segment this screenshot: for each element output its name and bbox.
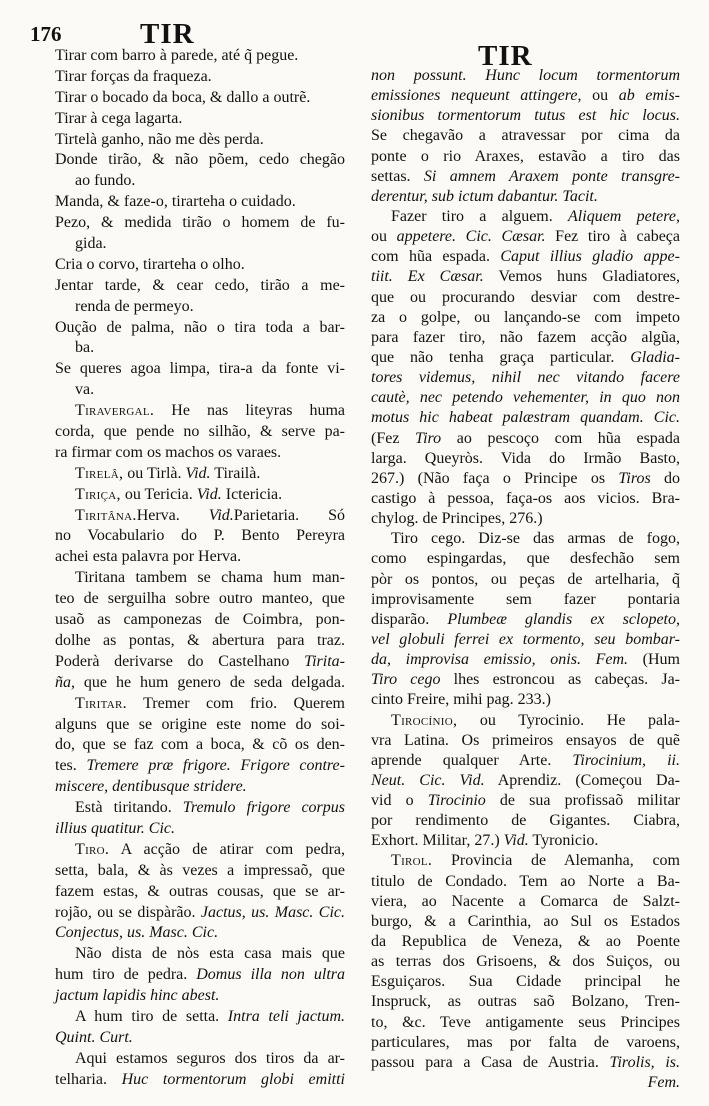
roman-text: Não dista de nòs esta casa mais que — [75, 945, 345, 963]
text-line — [55, 150, 345, 171]
latin-italic-text: Vid. — [503, 832, 529, 850]
text-line — [55, 756, 345, 777]
text-line — [371, 670, 680, 690]
text-line — [55, 422, 345, 443]
roman-text: aprende qualquer Arte. — [371, 751, 573, 769]
text-line — [55, 1049, 345, 1070]
roman-text: Vemos huns Gladiatores, — [483, 268, 680, 286]
text-line — [55, 276, 345, 297]
text-line — [371, 227, 680, 247]
latin-italic-text: Tiro — [415, 429, 442, 447]
text-line — [371, 288, 680, 308]
latin-italic-text: Vid. — [196, 485, 222, 503]
latin-italic-text: Tirocinium, ii. — [572, 751, 680, 769]
roman-text: castigo à pessoa, faça-os aos vicios. Bra- — [371, 489, 680, 507]
latin-italic-text: Tirocinio — [427, 792, 486, 810]
roman-text: ou — [371, 228, 397, 246]
text-line — [55, 192, 345, 213]
roman-text: ponte o rio Araxes, estavão a tiro das — [371, 147, 680, 165]
roman-text: no Vocabulario do P. Bento Pereyra — [55, 527, 345, 545]
latin-italic-text: Conjectus, us. Masc. Cic. — [55, 924, 219, 942]
text-line — [371, 1073, 680, 1093]
latin-italic-text: Intra teli jactum. — [227, 1007, 345, 1025]
roman-text: Esguiçaros. Sua Cidade principal he — [371, 973, 680, 991]
text-line — [371, 711, 680, 731]
text-line — [55, 401, 345, 422]
roman-text: Provincia de Alemanha, com — [432, 852, 680, 870]
page-number: 176 — [30, 22, 62, 46]
text-line — [371, 167, 680, 187]
text-line — [55, 568, 345, 589]
roman-text: que não tenha graça particular. — [371, 348, 631, 366]
roman-text: A acção de atirar com pedra, — [109, 840, 345, 858]
latin-italic-text: Tirolis, is. — [609, 1053, 680, 1071]
roman-text: do, que se faz com a boca, & cõ os den- — [55, 736, 345, 754]
roman-text: disparão. — [371, 610, 448, 628]
roman-text: ou Tericia. — [120, 485, 197, 503]
roman-text: dolhe as pontas, & abertura para traz. — [55, 631, 345, 649]
roman-text: lhes estroncou as cabeças. Ja- — [440, 671, 680, 689]
roman-text: ao pescoço com hũa espada — [441, 429, 680, 447]
roman-text: to, &c. Teve antigamente seus Principes — [371, 1013, 680, 1031]
text-line — [55, 359, 345, 380]
text-line — [371, 650, 680, 670]
roman-text: alguns que se origine este nome do soi- — [55, 715, 345, 733]
latin-italic-text: miscere, dentibusque stridere. — [55, 778, 247, 796]
roman-text: Fazer tiro a alguem. — [391, 207, 569, 225]
roman-text: que he hum genero de seda delgada. — [75, 673, 345, 691]
roman-text: Poderà derivarse do Castelhano — [55, 652, 305, 670]
text-line — [371, 731, 680, 751]
right-column — [371, 66, 680, 1093]
latin-italic-text: Jactus, us. Masc. Cic. — [200, 903, 346, 921]
headword: Tirelâ, — [75, 464, 124, 482]
roman-text: burgo, & a Carinthia, ao Sul os Estados — [371, 912, 680, 930]
text-line — [55, 735, 345, 756]
text-line — [371, 771, 680, 791]
text-line — [371, 690, 680, 710]
headword: Tiritar. — [75, 694, 127, 712]
latin-italic-text: Tremere præ frigore. Frigore contre- — [86, 757, 345, 775]
text-line — [55, 526, 345, 547]
text-line — [371, 892, 680, 912]
roman-text: vra Latina. Os primeiros ensayos de quẽ — [371, 731, 680, 749]
roman-text: Manda, & faze-o, tirarteha o cuidado. — [55, 193, 296, 211]
text-line — [371, 106, 680, 126]
roman-text: Tirailà. — [210, 464, 261, 482]
text-line — [55, 1070, 345, 1091]
text-line — [371, 509, 680, 529]
roman-text: chylog. de Principes, 276.) — [371, 510, 543, 528]
latin-italic-text: Neut. Cic. Vid. — [371, 771, 485, 789]
text-line — [55, 67, 345, 88]
text-line — [371, 590, 680, 610]
roman-text: Oução de palma, não o tira toda a bar- — [55, 318, 345, 336]
text-line — [55, 318, 345, 339]
roman-text: pòr os pontos, ou peças de artelharia, q̃ — [371, 570, 680, 588]
text-line — [371, 449, 680, 469]
roman-text: Tiritana tambem se chama hum man- — [75, 569, 345, 587]
text-line — [371, 932, 680, 952]
text-line — [55, 46, 345, 67]
roman-text: Aqui estamos seguros dos tiros da ar- — [75, 1049, 345, 1067]
roman-text: achei esta palavra por Herva. — [55, 548, 242, 566]
text-line — [55, 485, 345, 506]
text-line — [371, 469, 680, 489]
roman-text: como espingardas, que desfechão sem — [371, 550, 680, 568]
text-line — [55, 777, 345, 798]
text-line — [55, 694, 345, 715]
latin-italic-text: Vid. — [185, 464, 211, 482]
text-line — [55, 109, 345, 130]
roman-text: para fazer tiro, não fazem acção algũa, — [371, 328, 680, 346]
text-line — [371, 247, 680, 267]
roman-text: por rendimento de Gigantes. Ciabra, — [371, 812, 680, 830]
latin-italic-text: ña, — [55, 673, 75, 691]
roman-text: ou Tyrocinio. He pala- — [457, 711, 680, 729]
roman-text: corda, que pende no silhão, & serve pa- — [55, 423, 345, 441]
roman-text: Ictericia. — [221, 485, 283, 503]
roman-text: Aprendiz. (Começou Da- — [484, 771, 681, 789]
text-line — [55, 631, 345, 652]
text-line — [55, 840, 345, 861]
text-line — [55, 255, 345, 276]
latin-italic-text: vel globuli ferrei ex tormento, seu bombar- — [371, 630, 680, 648]
text-line — [55, 88, 345, 109]
roman-text: (Fez — [371, 429, 416, 447]
text-line — [371, 66, 680, 86]
roman-text: rojão, ou se dispàrão. — [55, 903, 201, 921]
latin-italic-text: Tiros — [618, 469, 651, 487]
text-line — [55, 944, 345, 965]
roman-text: Herva. — [136, 506, 209, 524]
roman-text: Tirar forças da fraqueza. — [55, 67, 212, 85]
text-line — [55, 798, 345, 819]
text-line — [371, 570, 680, 590]
roman-text: ra firmar com os machos os varaes. — [55, 443, 282, 461]
text-line — [55, 861, 345, 882]
roman-text: vid o — [371, 792, 428, 810]
roman-text: titulo de Condado. Tem ao Norte a Ba- — [371, 872, 680, 890]
latin-italic-text: ab emis- — [618, 87, 681, 105]
latin-italic-text: Aliquem petere, — [568, 207, 681, 225]
text-line — [55, 589, 345, 610]
text-line — [371, 811, 680, 831]
roman-text: za o golpe, ou lançando-se com impeto — [371, 308, 680, 326]
latin-italic-text: motus hic habeat palæstram quandam. Cic. — [371, 409, 680, 427]
text-line — [371, 368, 680, 388]
text-line — [371, 348, 680, 368]
text-line — [371, 328, 680, 348]
roman-text: telharia. — [55, 1070, 122, 1088]
left-column — [55, 46, 345, 1091]
roman-text: usaõ as camponezas de Coimbra, pon- — [55, 611, 345, 629]
roman-text: fazem estas, & outras cousas, que se ar- — [55, 882, 345, 900]
text-line — [371, 529, 680, 549]
roman-text: Tremer com frio. Querem — [126, 694, 345, 712]
roman-text: de sua profissaõ militar — [485, 792, 680, 810]
text-line — [55, 673, 345, 694]
text-line — [55, 297, 345, 318]
roman-text: , ou — [577, 87, 619, 105]
roman-text: larga. Queyròs. Vida do Irmão Basto, — [371, 449, 680, 467]
roman-text: cinto Freire, mihi pag. 233.) — [371, 691, 551, 709]
roman-text: com hũa espada. — [371, 248, 501, 266]
text-line — [55, 130, 345, 151]
roman-text: hum tiro de pedra. — [55, 966, 197, 984]
text-line — [55, 234, 345, 255]
text-line — [371, 267, 680, 287]
roman-text: improvisamente sem fazer pontaria — [371, 590, 680, 608]
roman-text: Tirtelà ganho, não me dès perda. — [55, 130, 264, 148]
roman-text: Se chegavão a atravessar por cima da — [371, 127, 680, 145]
roman-text: teo de serguilha sobre outro manteo, que — [55, 590, 345, 608]
latin-italic-text: tiit. Ex Cæsar. — [371, 268, 484, 286]
roman-text: as terras dos Grisoens, & dos Suiços, ou — [371, 953, 680, 971]
roman-text: renda de permeyo. — [75, 297, 194, 315]
latin-italic-text: jactum lapidis hinc abest. — [55, 987, 220, 1005]
text-line — [371, 610, 680, 630]
roman-text: Pezo, & medida tirão o homem de fu- — [55, 214, 345, 232]
roman-text: (Hum — [628, 651, 681, 669]
roman-text: Cria o corvo, tirarteha o olho. — [55, 255, 245, 273]
latin-italic-text: Fem. — [647, 1074, 680, 1092]
latin-italic-text: derentur, sub ictum dabantur. Tacit. — [371, 187, 598, 205]
headword: Tiravergal. — [75, 402, 155, 420]
roman-text: Tirar com barro à parede, até q̃ pegue. — [55, 47, 299, 64]
roman-text: Jentar tarde, & cear cedo, tirão a me- — [55, 276, 345, 294]
text-line — [371, 86, 680, 106]
running-header-right: TIR — [478, 40, 533, 72]
roman-text: que ou procurando desviar com destre- — [371, 288, 680, 306]
text-line — [55, 464, 345, 485]
text-line — [55, 380, 345, 401]
roman-text: A hum tiro de setta. — [75, 1007, 228, 1025]
roman-text: setta, bala, & às vezes a impressaõ, que — [55, 861, 345, 879]
roman-text: Se queres agoa limpa, tira-a da fonte vi- — [55, 360, 345, 378]
latin-italic-text: Si amnem Araxem ponte transgre- — [423, 167, 681, 185]
text-line — [55, 652, 345, 673]
text-line — [371, 1013, 680, 1033]
latin-italic-text: Caput illius gladio appe- — [500, 248, 680, 266]
roman-text: Fez tiro à cabeça — [545, 228, 681, 246]
text-line — [371, 207, 680, 227]
text-line — [371, 872, 680, 892]
roman-text: particulares, mas por falta de varoens, — [371, 1033, 680, 1051]
latin-italic-text: cautè, nec petendo vehementer, in quo non — [371, 389, 680, 407]
text-line — [371, 187, 680, 207]
latin-italic-text: emissiones nequeunt attingere — [371, 87, 578, 105]
text-line — [371, 1033, 680, 1053]
text-line — [371, 308, 680, 328]
roman-text: ou Tirlà. — [123, 464, 186, 482]
roman-text: Està tiritando. — [75, 799, 183, 817]
latin-italic-text: Quint. Curt. — [55, 1028, 133, 1046]
roman-text: viera, ao Nacente a Comarca de Salzt- — [371, 892, 680, 910]
headword: Tiro. — [75, 840, 110, 858]
latin-italic-text: Tiro cego — [371, 671, 441, 689]
roman-text: tes. — [55, 757, 87, 775]
text-line — [55, 903, 345, 924]
text-line — [371, 408, 680, 428]
text-line — [371, 791, 680, 811]
latin-italic-text: non possunt. Hunc locum tormentorum — [371, 67, 680, 84]
text-line — [371, 630, 680, 650]
latin-italic-text: Huc tormentorum globi emitti — [121, 1070, 345, 1088]
latin-italic-text: da, improvisa emissio, onis. Fem. — [371, 651, 629, 669]
text-line — [55, 338, 345, 359]
text-line — [55, 213, 345, 234]
roman-text: He nas liteyras huma — [154, 402, 345, 420]
latin-italic-text: Tremulo frigore corpus — [182, 799, 345, 817]
text-line — [371, 992, 680, 1012]
latin-italic-text: Vid. — [208, 506, 234, 524]
latin-italic-text: illius quatitur. Cic. — [55, 819, 176, 837]
latin-italic-text: Domus illa non ultra — [196, 966, 345, 984]
text-line — [55, 547, 345, 568]
text-line — [371, 972, 680, 992]
roman-text: settas. — [371, 167, 424, 185]
text-line — [371, 126, 680, 146]
roman-text: do — [650, 469, 680, 487]
text-line — [55, 882, 345, 903]
text-line — [55, 923, 345, 944]
roman-text: Tyronicio. — [528, 832, 599, 850]
text-line — [371, 549, 680, 569]
roman-text: ba. — [75, 339, 95, 357]
headword: Tiritâna. — [75, 506, 137, 524]
text-line — [55, 443, 345, 464]
roman-text: passou para a Casa de Austria. — [371, 1053, 610, 1071]
latin-italic-text: Gladia- — [630, 348, 680, 366]
roman-text: Tirar à cega lagarta. — [55, 109, 183, 127]
headword: Tirol. — [391, 852, 433, 870]
text-line — [371, 429, 680, 449]
running-header-left: TIR — [140, 18, 195, 50]
text-line — [55, 965, 345, 986]
roman-text: Tiro cego. Diz-se das armas de fogo, — [391, 530, 680, 548]
text-line — [371, 851, 680, 871]
text-line — [371, 912, 680, 932]
text-line — [55, 171, 345, 192]
text-line — [371, 751, 680, 771]
roman-text: Donde tirão, & não põem, cedo chegão — [55, 151, 345, 169]
roman-text: va. — [75, 381, 95, 399]
roman-text: da Republica de Veneza, & ao Poente — [371, 933, 680, 951]
text-line — [55, 715, 345, 736]
text-line — [371, 147, 680, 167]
headword: Tirocínio, — [391, 711, 458, 729]
text-line — [55, 610, 345, 631]
roman-text: Tirar o bocado da boca, & dallo a outrẽ. — [55, 88, 311, 106]
text-line — [55, 819, 345, 840]
headword: Tiriça, — [75, 485, 121, 503]
roman-text: 267.) (Não faça o Principe os — [371, 469, 619, 487]
text-line — [55, 1028, 345, 1049]
roman-text: Parietaria. Só — [233, 506, 345, 524]
text-line — [371, 952, 680, 972]
text-line — [55, 506, 345, 527]
text-line — [371, 831, 680, 851]
roman-text: ao fundo. — [75, 172, 136, 190]
text-line — [55, 986, 345, 1007]
latin-italic-text: sionibus tormentorum tutus est hic locus. — [371, 107, 680, 125]
text-line — [371, 489, 680, 509]
roman-text: gida. — [75, 235, 107, 253]
text-line — [55, 1007, 345, 1028]
roman-text: Exhort. Militar, 27.) — [371, 832, 504, 850]
latin-italic-text: tores videmus, nihil nec vitando facere — [371, 369, 680, 387]
roman-text: Inspruck, as outras saõ Bolzano, Tren- — [371, 993, 680, 1011]
text-line — [371, 388, 680, 408]
latin-italic-text: Tirita- — [304, 652, 345, 670]
latin-italic-text: Plumbeæ glandis ex sclopeto, — [447, 610, 681, 628]
text-line — [371, 1053, 680, 1073]
latin-italic-text: appetere. Cic. Cæsar. — [396, 228, 546, 246]
